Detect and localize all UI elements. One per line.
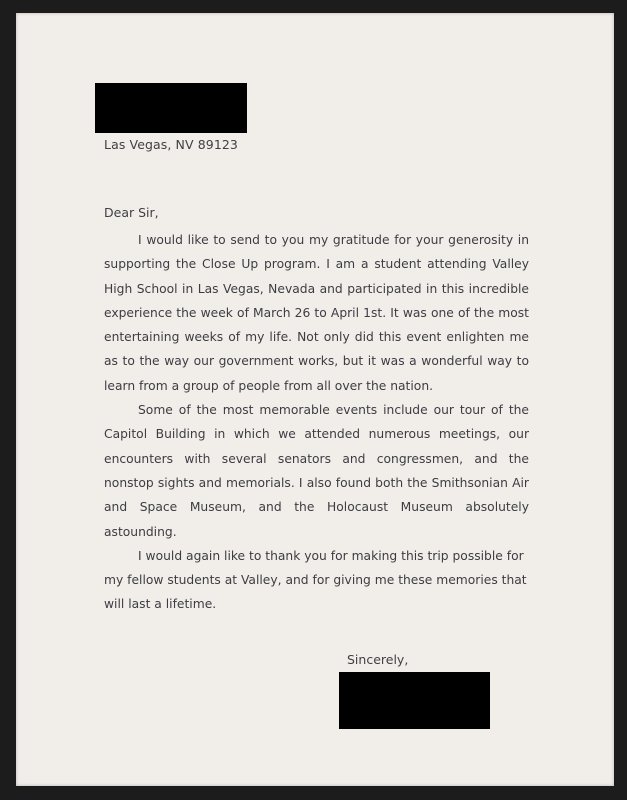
redacted-sender-name <box>95 83 247 133</box>
closing: Sincerely, <box>347 652 409 667</box>
paragraph-1: I would like to send to you my gratitude for your generosity in supporting the Close Up program. I am a student attending Valley High School in Las Vegas, Nevada and participated in this incredible experience the week of March 26 to April 1st. It was one of the most entertaining weeks of my life. Not only did this event enlighten me as to the way our government works, but it was a wonderful way to learn from a group of people from all over the nation. <box>104 233 529 393</box>
letter-body <box>104 228 529 617</box>
paragraph-2: Some of the most memorable events include our tour of the Capitol Building in which we attended numerous meetings, our encounters with several senators and congressmen, and the nonstop sights and memorials. I also found both the Smithsonian Air and Space Museum, and the Holocaust Museum absolutely astounding. <box>104 403 529 539</box>
salutation: Dear Sir, <box>104 205 159 220</box>
redacted-signature <box>339 672 490 729</box>
paragraph-3: I would again like to thank you for making this trip possible for my fellow students at Valley, and for giving me these memories that will last a lifetime. <box>104 548 527 612</box>
sender-address: Las Vegas, NV 89123 <box>104 137 238 152</box>
